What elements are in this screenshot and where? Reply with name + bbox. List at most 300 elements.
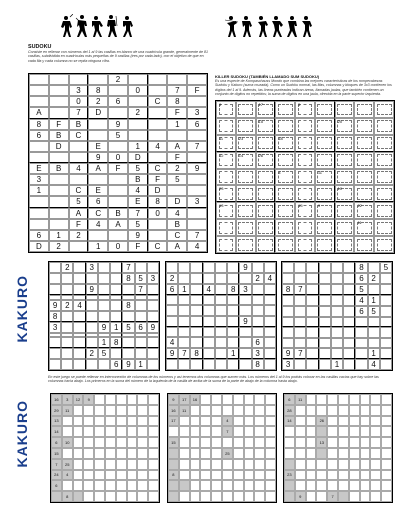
grid-cell[interactable] (190, 273, 202, 284)
kakuro-cell[interactable] (94, 394, 105, 405)
grid-cell[interactable] (264, 348, 276, 359)
kakuro-cell[interactable] (295, 437, 306, 448)
kakuro-cell[interactable] (265, 405, 276, 416)
killer-cell[interactable] (236, 185, 256, 202)
grid-cell[interactable]: 7 (69, 107, 89, 118)
grid-cell[interactable]: 5 (368, 306, 380, 317)
grid-cell[interactable]: 0 (108, 152, 128, 163)
grid-cell[interactable] (108, 107, 128, 118)
kakuro-cell[interactable] (116, 394, 127, 405)
kakuro-cell[interactable] (73, 405, 84, 416)
kakuro-cell[interactable] (265, 394, 276, 405)
kakuro-cell[interactable] (211, 394, 222, 405)
grid-cell[interactable]: A (88, 163, 108, 174)
grid-cell[interactable] (61, 322, 73, 333)
killer-cell[interactable] (275, 152, 295, 169)
kakuro-cell[interactable] (190, 426, 201, 437)
grid-cell[interactable]: 4 (166, 337, 178, 348)
grid-cell[interactable] (252, 284, 264, 295)
grid-cell[interactable]: F (167, 107, 187, 118)
grid-cell[interactable] (148, 74, 168, 85)
kakuro-cell[interactable] (349, 426, 360, 437)
kakuro-cell[interactable] (360, 491, 371, 502)
kakuro-cell[interactable] (105, 437, 116, 448)
kakuro-cell[interactable] (83, 416, 94, 427)
grid-cell[interactable]: 0 (128, 85, 148, 96)
killer-cell[interactable] (275, 169, 295, 186)
kakuro-cell[interactable] (338, 426, 349, 437)
grid-cell[interactable]: D (148, 185, 168, 196)
kakuro-cell[interactable] (179, 470, 190, 481)
grid-cell[interactable]: 7 (178, 348, 190, 359)
grid-cell[interactable] (148, 107, 168, 118)
grid-cell[interactable] (252, 295, 264, 305)
grid-cell[interactable] (98, 273, 110, 284)
kakuro-cell[interactable] (338, 470, 349, 481)
grid-cell[interactable]: 2 (49, 241, 69, 252)
kakuro-cell[interactable] (148, 491, 159, 502)
grid-cell[interactable]: A (167, 241, 187, 252)
kakuro-cell[interactable] (244, 448, 255, 459)
grid-cell[interactable] (147, 311, 159, 322)
grid-cell[interactable]: 9 (282, 348, 294, 359)
grid-cell[interactable]: 1 (128, 141, 148, 152)
grid-cell[interactable]: 4 (355, 295, 367, 306)
grid-cell[interactable] (166, 316, 178, 327)
grid-cell[interactable] (306, 359, 318, 370)
grid-cell[interactable] (61, 348, 73, 359)
grid-cell[interactable]: 7 (128, 208, 148, 219)
grid-cell[interactable] (203, 316, 215, 327)
grid-cell[interactable]: 3 (282, 359, 294, 370)
grid-cell[interactable] (215, 305, 227, 315)
kakuro-cell[interactable] (94, 437, 105, 448)
grid-cell[interactable] (215, 359, 227, 370)
grid-cell[interactable] (319, 348, 331, 359)
killer-cell[interactable] (295, 135, 315, 152)
kakuro-cell[interactable] (265, 491, 276, 502)
grid-cell[interactable]: 9 (187, 163, 207, 174)
grid-cell[interactable] (380, 327, 392, 337)
grid-cell[interactable] (319, 306, 331, 317)
grid-cell[interactable]: F (187, 85, 207, 96)
grid-cell[interactable] (343, 348, 355, 359)
grid-cell[interactable]: B (128, 174, 148, 185)
grid-cell[interactable]: 4 (368, 359, 380, 370)
kakuro-cell[interactable] (306, 491, 317, 502)
grid-cell[interactable]: C (69, 130, 89, 141)
kakuro-cell[interactable] (338, 416, 349, 427)
killer-cell[interactable] (256, 101, 276, 118)
kakuro-cell[interactable] (370, 448, 381, 459)
grid-cell[interactable] (190, 262, 202, 273)
kakuro-cell[interactable] (94, 448, 105, 459)
grid-cell[interactable] (227, 295, 239, 305)
kakuro-cell[interactable] (116, 426, 127, 437)
kakuro-cell[interactable] (116, 480, 127, 491)
kakuro-cell[interactable] (306, 394, 317, 405)
kakuro-cell[interactable] (360, 459, 371, 470)
grid-cell[interactable]: 1 (88, 241, 108, 252)
kakuro-cell[interactable] (211, 459, 222, 470)
kakuro-cell[interactable] (233, 448, 244, 459)
grid-cell[interactable] (187, 74, 207, 85)
grid-cell[interactable]: 1 (110, 322, 122, 333)
grid-cell[interactable] (215, 262, 227, 273)
kakuro-cell[interactable] (370, 470, 381, 481)
killer-cell[interactable] (335, 169, 355, 186)
grid-cell[interactable]: 8 (355, 262, 367, 273)
grid-cell[interactable] (239, 337, 251, 348)
kakuro-cell[interactable] (116, 405, 127, 416)
kakuro-cell[interactable] (306, 459, 317, 470)
killer-cell[interactable] (256, 135, 276, 152)
kakuro-cell[interactable] (137, 437, 148, 448)
grid-cell[interactable] (264, 337, 276, 348)
kakuro-cell[interactable] (265, 426, 276, 437)
kakuro-cell[interactable] (265, 480, 276, 491)
grid-cell[interactable] (294, 295, 306, 306)
grid-cell[interactable] (306, 273, 318, 284)
kakuro-cell[interactable] (360, 426, 371, 437)
killer-cell[interactable] (275, 219, 295, 236)
kakuro-cell[interactable] (254, 426, 265, 437)
grid-cell[interactable]: E (88, 185, 108, 196)
killer-cell[interactable] (335, 135, 355, 152)
grid-cell[interactable] (69, 141, 89, 152)
grid-cell[interactable] (380, 348, 392, 359)
grid-cell[interactable] (187, 208, 207, 219)
kakuro-cell[interactable] (295, 459, 306, 470)
grid-cell[interactable] (187, 130, 207, 141)
grid-cell[interactable] (29, 96, 49, 107)
kakuro-cell[interactable] (295, 448, 306, 459)
grid-cell[interactable] (29, 219, 49, 230)
grid-cell[interactable]: F (69, 219, 89, 230)
killer-cell[interactable] (295, 219, 315, 236)
kakuro-cell[interactable] (306, 426, 317, 437)
grid-cell[interactable]: E (29, 163, 49, 174)
kakuro-cell[interactable] (211, 491, 222, 502)
grid-cell[interactable] (215, 327, 227, 337)
kakuro-cell[interactable] (190, 459, 201, 470)
kakuro-cell[interactable] (306, 470, 317, 481)
killer-cell[interactable] (275, 118, 295, 135)
kakuro-cell[interactable] (94, 426, 105, 437)
kakuro-cell[interactable] (254, 480, 265, 491)
kakuro-cell[interactable] (73, 416, 84, 427)
killer-cell[interactable] (275, 101, 295, 118)
kakuro-cell[interactable] (116, 491, 127, 502)
kakuro-cell[interactable] (381, 437, 392, 448)
killer-cell[interactable] (295, 118, 315, 135)
grid-cell[interactable] (166, 359, 178, 370)
grid-cell[interactable] (135, 262, 147, 273)
grid-cell[interactable] (178, 327, 190, 337)
kakuro-cell[interactable] (284, 426, 295, 437)
killer-cell[interactable] (335, 236, 355, 253)
grid-cell[interactable] (331, 327, 343, 337)
kakuro-cell[interactable] (244, 491, 255, 502)
grid-cell[interactable]: 3 (49, 322, 61, 333)
kakuro-cell[interactable] (233, 405, 244, 416)
kakuro-cell[interactable] (148, 459, 159, 470)
grid-cell[interactable]: 2 (61, 262, 73, 273)
grid-cell[interactable] (98, 300, 110, 311)
killer-cell[interactable] (374, 152, 394, 169)
kakuro-cell[interactable] (233, 459, 244, 470)
grid-cell[interactable] (306, 262, 318, 273)
grid-cell[interactable]: 5 (167, 174, 187, 185)
kakuro-cell[interactable] (105, 480, 116, 491)
kakuro-cell[interactable] (233, 470, 244, 481)
grid-cell[interactable] (108, 196, 128, 207)
grid-cell[interactable] (69, 74, 89, 85)
grid-cell[interactable] (343, 306, 355, 317)
grid-cell[interactable] (49, 96, 69, 107)
killer-cell[interactable] (275, 236, 295, 253)
grid-cell[interactable] (135, 337, 147, 348)
kakuro-cell[interactable] (137, 426, 148, 437)
grid-cell[interactable] (343, 338, 355, 348)
kakuro-cell[interactable] (105, 470, 116, 481)
grid-cell[interactable]: 7 (167, 85, 187, 96)
kakuro-cell[interactable] (349, 416, 360, 427)
killer-cell[interactable] (236, 152, 256, 169)
kakuro-cell[interactable] (62, 448, 73, 459)
grid-cell[interactable]: 3 (187, 107, 207, 118)
kakuro-cell[interactable] (349, 394, 360, 405)
grid-cell[interactable]: F (167, 152, 187, 163)
kakuro-cell[interactable] (316, 405, 327, 416)
kakuro-cell[interactable] (94, 459, 105, 470)
grid-cell[interactable]: 9 (98, 322, 110, 333)
kakuro-cell[interactable] (370, 426, 381, 437)
kakuro-cell[interactable] (254, 448, 265, 459)
kakuro-cell[interactable] (137, 405, 148, 416)
kakuro-cell[interactable] (83, 470, 94, 481)
kakuro-cell[interactable] (360, 394, 371, 405)
killer-cell[interactable] (354, 202, 374, 219)
kakuro-cell[interactable] (190, 437, 201, 448)
grid-cell[interactable] (215, 316, 227, 327)
kakuro-cell[interactable] (73, 480, 84, 491)
grid-cell[interactable] (61, 284, 73, 295)
killer-cell[interactable] (295, 101, 315, 118)
grid-cell[interactable] (227, 337, 239, 348)
grid-cell[interactable] (306, 295, 318, 306)
killer-cell[interactable] (335, 185, 355, 202)
kakuro-cell[interactable] (148, 394, 159, 405)
grid-cell[interactable]: 8 (190, 348, 202, 359)
grid-cell[interactable]: 3 (187, 196, 207, 207)
grid-cell[interactable]: 2 (86, 348, 98, 359)
grid-cell[interactable] (294, 327, 306, 337)
grid-cell[interactable]: 6 (135, 322, 147, 333)
kakuro-cell[interactable] (83, 491, 94, 502)
grid-cell[interactable] (167, 185, 187, 196)
grid-cell[interactable] (227, 359, 239, 370)
grid-cell[interactable] (49, 85, 69, 96)
kakuro-cell[interactable] (190, 416, 201, 427)
grid-cell[interactable] (264, 305, 276, 315)
grid-cell[interactable]: 9 (166, 348, 178, 359)
kakuro-cell[interactable] (370, 416, 381, 427)
kakuro-cell[interactable] (200, 470, 211, 481)
kakuro-cell[interactable] (349, 480, 360, 491)
grid-cell[interactable] (355, 348, 367, 359)
grid-cell[interactable] (110, 284, 122, 295)
kakuro-cell[interactable] (137, 448, 148, 459)
killer-cell[interactable] (315, 236, 335, 253)
grid-cell[interactable]: 8 (110, 337, 122, 348)
grid-cell[interactable] (49, 284, 61, 295)
grid-cell[interactable]: F (49, 119, 69, 130)
kakuro-cell[interactable] (327, 394, 338, 405)
kakuro-cell[interactable] (105, 459, 116, 470)
kakuro-cell[interactable] (168, 426, 179, 437)
grid-cell[interactable] (187, 174, 207, 185)
grid-cell[interactable]: B (167, 219, 187, 230)
kakuro-cell[interactable] (222, 491, 233, 502)
grid-cell[interactable] (343, 295, 355, 306)
grid-cell[interactable] (252, 316, 264, 327)
kakuro-cell[interactable] (338, 480, 349, 491)
grid-cell[interactable] (73, 273, 85, 284)
grid-cell[interactable] (69, 241, 89, 252)
grid-cell[interactable] (203, 348, 215, 359)
grid-cell[interactable] (319, 273, 331, 284)
kakuro-cell[interactable] (105, 416, 116, 427)
killer-cell[interactable] (236, 169, 256, 186)
kakuro-cell[interactable] (254, 394, 265, 405)
kakuro-cell[interactable] (381, 480, 392, 491)
kakuro-cell[interactable] (200, 405, 211, 416)
kakuro-cell[interactable] (327, 470, 338, 481)
grid-cell[interactable] (203, 327, 215, 337)
grid-cell[interactable]: 2 (61, 300, 73, 311)
grid-cell[interactable] (331, 273, 343, 284)
grid-cell[interactable]: 3 (252, 348, 264, 359)
kakuro-cell[interactable] (349, 491, 360, 502)
killer-cell[interactable] (216, 219, 236, 236)
grid-cell[interactable] (343, 317, 355, 327)
grid-cell[interactable] (49, 107, 69, 118)
killer-cell[interactable] (315, 135, 335, 152)
grid-cell[interactable] (122, 284, 134, 295)
killer-cell[interactable] (256, 236, 276, 253)
kakuro-cell[interactable] (244, 394, 255, 405)
grid-cell[interactable]: C (88, 208, 108, 219)
grid-cell[interactable]: 4 (167, 208, 187, 219)
grid-cell[interactable]: 4 (203, 284, 215, 295)
kakuro-cell[interactable] (254, 437, 265, 448)
grid-cell[interactable]: 5 (355, 284, 367, 295)
grid-cell[interactable] (88, 130, 108, 141)
grid-cell[interactable] (331, 348, 343, 359)
grid-cell[interactable] (294, 273, 306, 284)
grid-cell[interactable] (69, 152, 89, 163)
kakuro-cell[interactable] (370, 480, 381, 491)
grid-cell[interactable] (319, 317, 331, 327)
kakuro-cell[interactable] (349, 437, 360, 448)
grid-cell[interactable] (306, 327, 318, 337)
grid-cell[interactable]: 8 (49, 311, 61, 322)
grid-cell[interactable]: 2 (368, 273, 380, 284)
grid-cell[interactable] (190, 284, 202, 295)
grid-cell[interactable] (29, 141, 49, 152)
kakuro-cell[interactable] (105, 405, 116, 416)
grid-cell[interactable] (147, 262, 159, 273)
grid-cell[interactable] (264, 359, 276, 370)
grid-cell[interactable]: C (148, 241, 168, 252)
grid-cell[interactable] (110, 311, 122, 322)
grid-cell[interactable]: B (69, 119, 89, 130)
kakuro-cell[interactable] (295, 480, 306, 491)
kakuro-cell[interactable] (105, 394, 116, 405)
grid-cell[interactable]: 5 (128, 219, 148, 230)
grid-cell[interactable]: 6 (88, 196, 108, 207)
killer-cell[interactable] (236, 219, 256, 236)
kakuro-cell[interactable] (244, 426, 255, 437)
grid-cell[interactable]: F (128, 241, 148, 252)
killer-cell[interactable] (315, 101, 335, 118)
grid-cell[interactable] (355, 317, 367, 327)
grid-cell[interactable]: A (108, 219, 128, 230)
kakuro-cell[interactable] (327, 480, 338, 491)
kakuro-cell[interactable] (62, 480, 73, 491)
kakuro-cell[interactable] (306, 437, 317, 448)
grid-cell[interactable]: E (128, 196, 148, 207)
grid-cell[interactable] (368, 262, 380, 273)
grid-cell[interactable] (306, 348, 318, 359)
kakuro-cell[interactable] (338, 394, 349, 405)
grid-cell[interactable] (368, 284, 380, 295)
kakuro-cell[interactable] (381, 470, 392, 481)
kakuro-cell[interactable] (137, 470, 148, 481)
grid-cell[interactable]: 9 (86, 284, 98, 295)
kakuro-cell[interactable] (381, 426, 392, 437)
grid-cell[interactable] (380, 317, 392, 327)
kakuro-cell[interactable] (179, 448, 190, 459)
grid-cell[interactable]: 1 (368, 295, 380, 306)
killer-cell[interactable] (295, 169, 315, 186)
grid-cell[interactable] (178, 273, 190, 284)
grid-cell[interactable] (282, 317, 294, 327)
kakuro-cell[interactable] (127, 394, 138, 405)
kakuro-cell[interactable] (306, 405, 317, 416)
kakuro-cell[interactable] (381, 448, 392, 459)
grid-cell[interactable] (306, 284, 318, 295)
kakuro-cell[interactable] (148, 480, 159, 491)
kakuro-cell[interactable] (265, 437, 276, 448)
grid-cell[interactable]: F (108, 163, 128, 174)
grid-cell[interactable]: 8 (122, 300, 134, 311)
grid-cell[interactable] (108, 230, 128, 241)
grid-cell[interactable]: B (49, 163, 69, 174)
grid-cell[interactable] (98, 359, 110, 370)
grid-cell[interactable] (331, 306, 343, 317)
grid-cell[interactable]: 9 (49, 300, 61, 311)
grid-cell[interactable]: 7 (187, 230, 207, 241)
grid-cell[interactable]: 1 (49, 230, 69, 241)
grid-cell[interactable] (128, 74, 148, 85)
grid-cell[interactable]: 4 (148, 141, 168, 152)
grid-cell[interactable] (178, 262, 190, 273)
killer-cell[interactable] (335, 202, 355, 219)
grid-cell[interactable] (282, 306, 294, 317)
kakuro-cell[interactable] (233, 480, 244, 491)
